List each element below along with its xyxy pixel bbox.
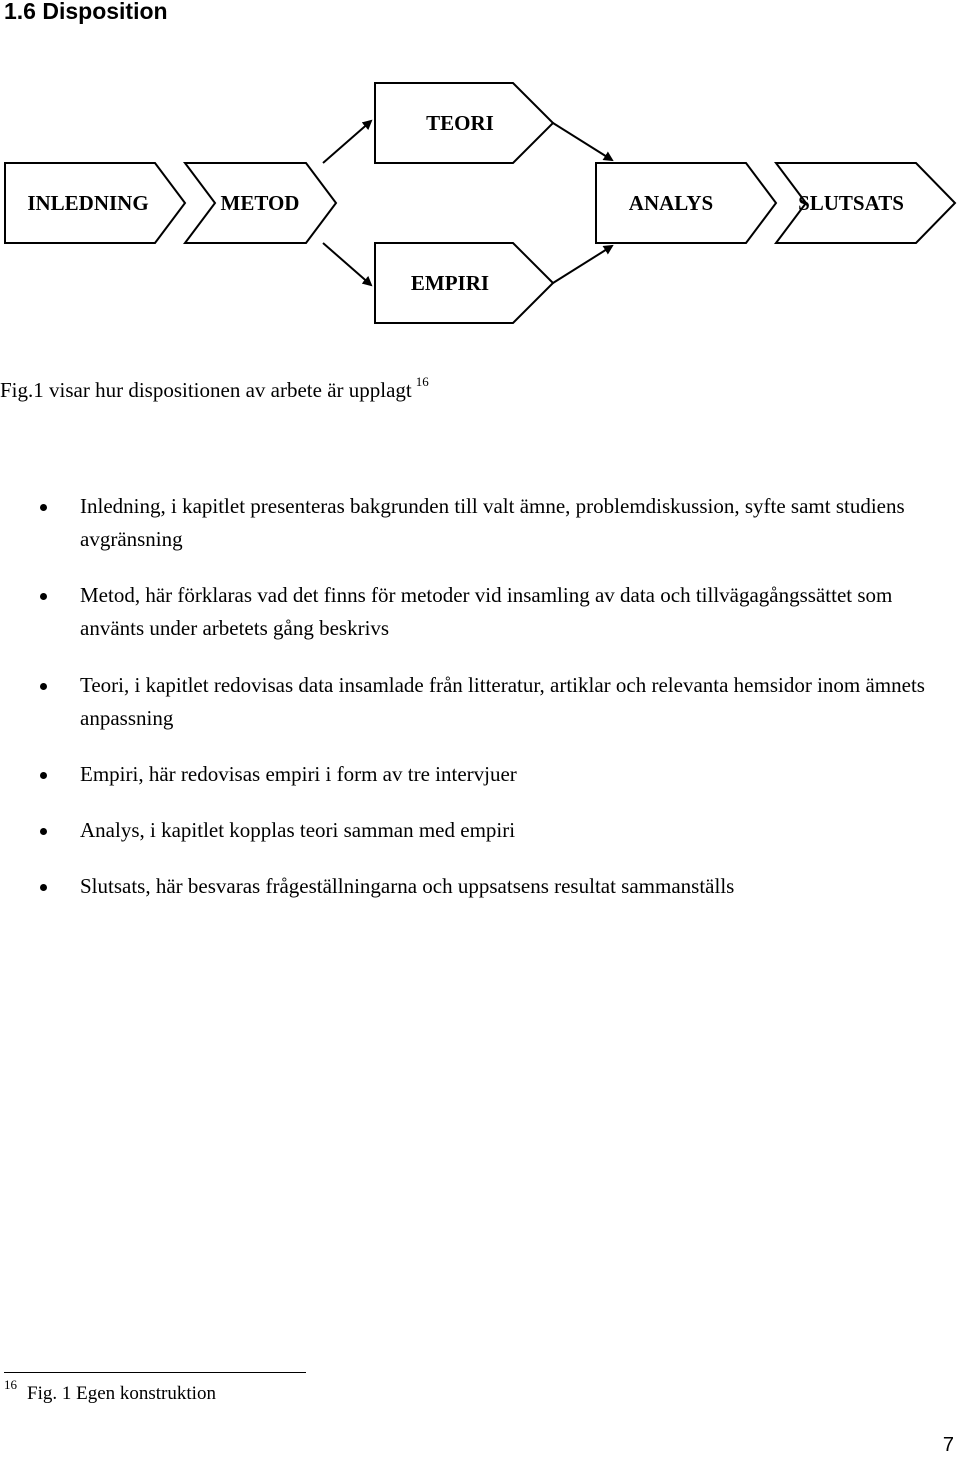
bullet-dot xyxy=(40,683,47,690)
arrow-metod-to-empiri xyxy=(323,243,371,285)
box-teori-label: TEORI xyxy=(426,111,494,135)
arrow-teori-to-analys xyxy=(553,123,612,160)
bullet-dot xyxy=(40,828,47,835)
bullet-dot xyxy=(40,504,47,511)
section-heading: 1.6 Disposition xyxy=(4,0,168,24)
list-item-slutsats: Slutsats, här besvaras frågeställningarna och uppsatsens resultat sammanställs xyxy=(80,874,735,898)
box-slutsats xyxy=(776,163,955,243)
page-number: 7 xyxy=(942,1434,954,1456)
list-item-metod: Metod, här förklaras vad det finns för metoder vid insamling av data och tillvägagångssättet som använts under arbetets gång beskrivs xyxy=(80,583,893,640)
footnote-divider xyxy=(4,1372,306,1373)
list-item-inledning: Inledning, i kapitlet presenteras bakgrunden till valt ämne, problemdiskussion, syfte samt studiens avgränsning xyxy=(80,494,905,551)
box-slutsats-label: SLUTSATS xyxy=(798,191,904,215)
list-item-teori: Teori, i kapitlet redovisas data insamlade från litteratur, artiklar och relevanta hemsidor inom ämnets anpassning xyxy=(80,673,925,730)
box-empiri-label: EMPIRI xyxy=(410,271,490,295)
box-empiri xyxy=(375,243,553,323)
box-analys-label: ANALYS xyxy=(628,191,714,215)
footnote-reference: 16 xyxy=(415,374,429,389)
figure-caption-text: Fig.1 visar hur dispositionen av arbete är upplagt xyxy=(0,378,412,402)
footnote-number: 16 xyxy=(4,1377,17,1392)
list-item-empiri: Empiri, här redovisas empiri i form av tre intervjuer xyxy=(80,762,517,786)
bullet-dot xyxy=(40,772,47,779)
bullet-dot xyxy=(40,593,47,600)
box-inledning xyxy=(5,163,185,243)
box-teori xyxy=(375,83,553,163)
box-metod xyxy=(185,163,336,243)
bullet-dot xyxy=(40,884,47,891)
list-item-analys: Analys, i kapitlet kopplas teori samman med empiri xyxy=(80,818,516,842)
arrow-metod-to-teori xyxy=(323,121,371,163)
figure-caption xyxy=(0,374,429,403)
box-metod-label: METOD xyxy=(220,191,300,215)
arrow-empiri-to-analys xyxy=(553,246,612,283)
box-analys xyxy=(596,163,776,243)
box-inledning-label: INLEDNING xyxy=(27,191,149,215)
footnote xyxy=(4,1377,216,1405)
footnote-text: Fig. 1 Egen konstruktion xyxy=(27,1383,216,1404)
disposition-diagram xyxy=(0,0,960,340)
